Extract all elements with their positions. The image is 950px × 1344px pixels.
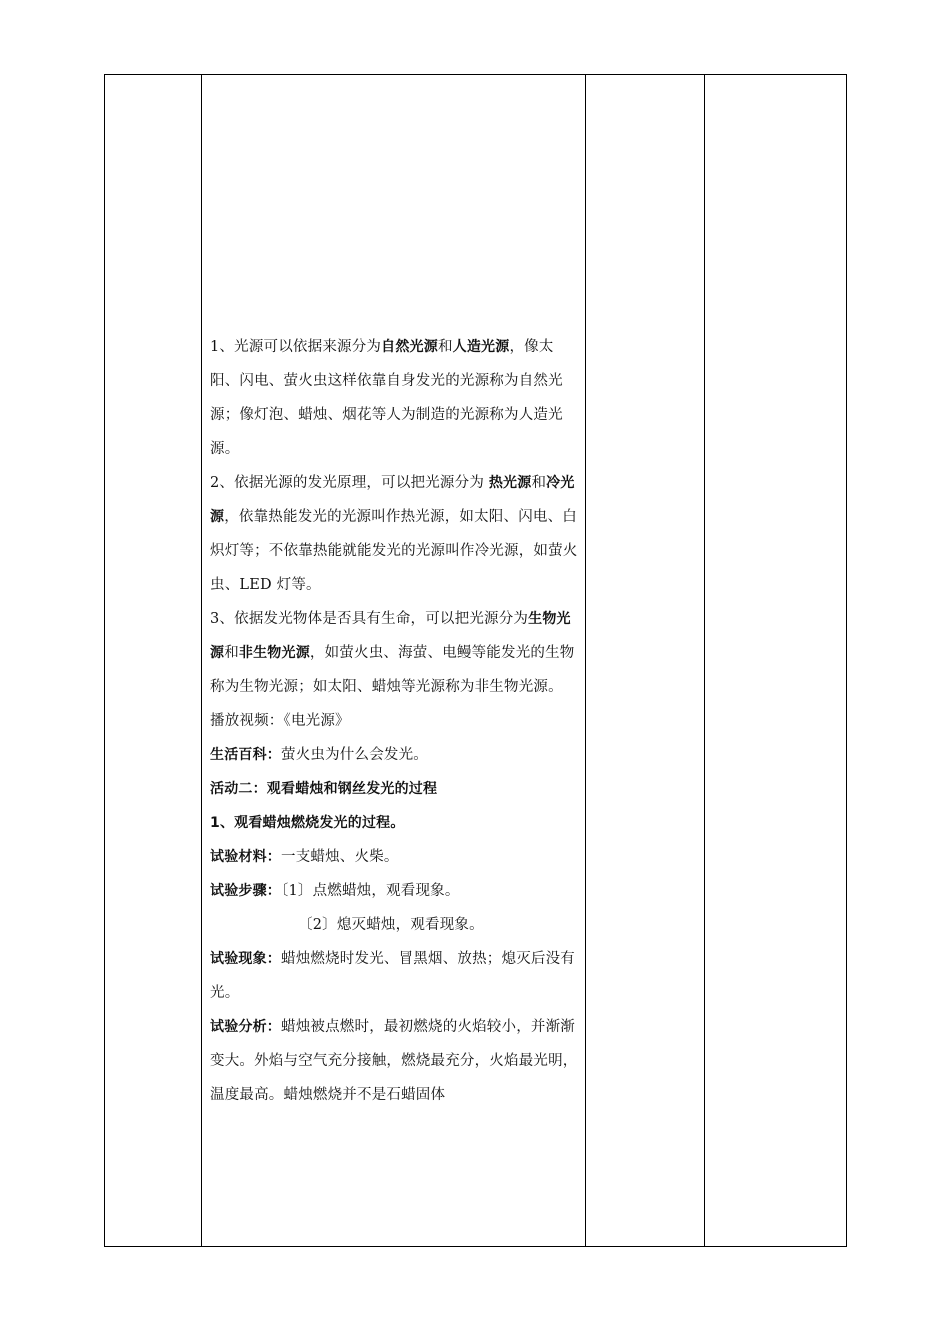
materials-line: 试验材料：一支蜡烛、火柴。 (210, 849, 399, 865)
column-divider (585, 75, 586, 1246)
content-cell (202, 75, 585, 1246)
analysis-line: 试验分析：蜡烛被点燃时，最初燃烧的火焰较小，并渐渐变大。外焰与空气充分接触，燃烧最充分，火焰最光明，温度最高。蜡烛燃烧并不是石蜡固体 (210, 1019, 578, 1103)
step-heading: 1、观看蜡烛燃烧发光的过程。 (210, 815, 405, 831)
paragraph-light-source-life: 3、依据发光物体是否具有生命，可以把光源分为生物光源和非生物光源，如萤火虫、海萤、电鳗等能发光的生物称为生物光源；如太阳、蜡烛等光源称为非生物光源。 (210, 611, 575, 695)
activity-heading: 活动二：观看蜡烛和钢丝发光的过程 (210, 781, 438, 797)
lesson-table (104, 74, 847, 1247)
encyclopedia-line: 生活百科：萤火虫为什么会发光。 (210, 747, 428, 763)
paragraph-light-source-principle: 2、依据光源的发光原理，可以把光源分为 热光源和冷光源，依靠热能发光的光源叫作热光源，如太阳、闪电、白炽灯等；不依靠热能就能发光的光源叫作冷光源，如萤火虫、LED 灯等。 (210, 475, 578, 593)
column-divider (704, 75, 705, 1246)
video-line: 播放视频：《电光源》 (210, 713, 350, 729)
steps-line: 试验步骤：〔1〕点燃蜡烛，观看现象。 (210, 883, 460, 899)
steps-line-2: 〔2〕熄灭蜡烛，观看现象。 (298, 917, 484, 933)
phenomenon-line: 试验现象：蜡烛燃烧时发光、冒黑烟、放热；熄灭后没有光。 (210, 951, 575, 1001)
paragraph-light-source-origin: 1、光源可以依据来源分为自然光源和人造光源，像太阳、闪电、萤火虫这样依靠自身发光的光源称为自然光源；像灯泡、蜡烛、烟花等人为制造的光源称为人造光源。 (210, 339, 563, 457)
